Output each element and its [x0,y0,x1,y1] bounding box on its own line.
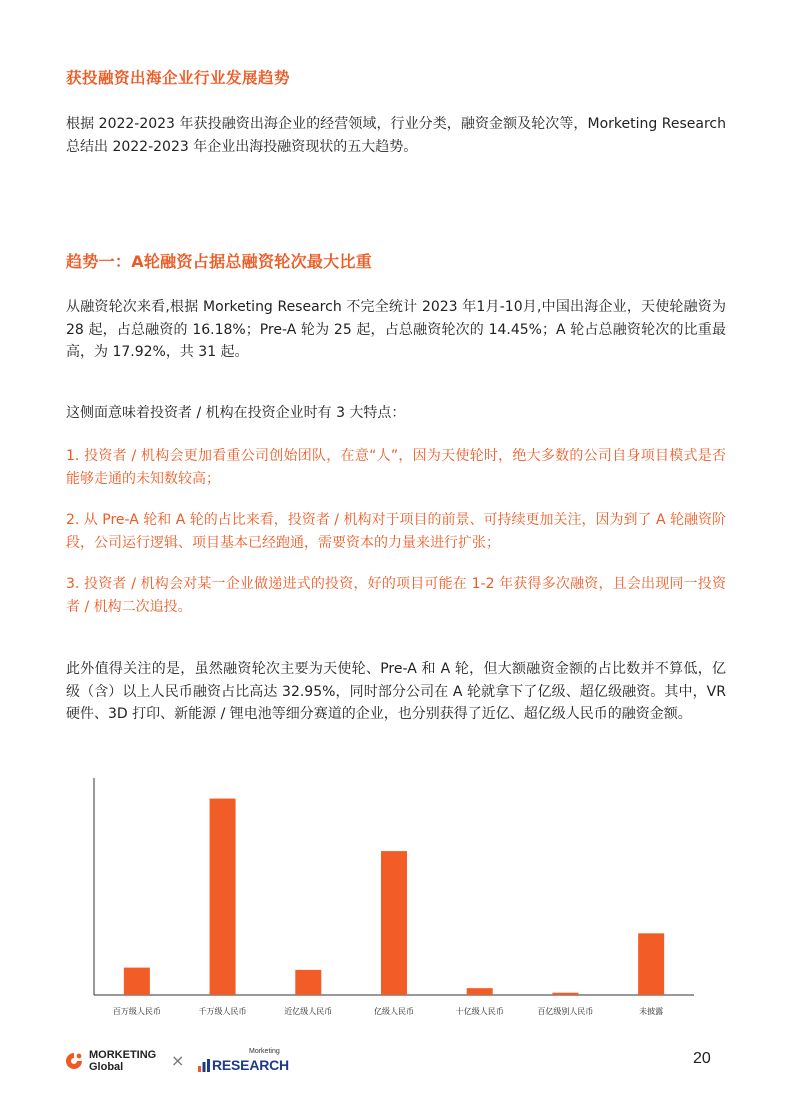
trend-paragraph: 从融资轮次来看,根据 Morketing Research 不完全统计 2023 年1月-10月,中国出海企业，天使轮融资为 28 起，占总融资的 16.18%；Pre-A 轮为 25 起，占总融资轮次的 14.45%；A 轮占总融资轮次的比重最高，为 17.92%，共 31 起。 [66,299,726,360]
logo-left-line2: Global [89,1061,124,1073]
closing-paragraph: 此外值得关注的是，虽然融资轮次主要为天使轮、Pre-A 和 A 轮，但大额融资金额的占比数并不算低，亿级（含）以上人民币融资占比高达 32.95%，同时部分公司在 A 轮就拿下了亿级、超亿级融资。其中，VR 硬件、3D 打印、新能源 / 锂电池等细分赛道的企业，也分别获得了近亿、超亿级人民币的融资金额。 [66,661,726,722]
bar-3 [381,851,407,995]
morketing-logo-icon [64,1051,84,1071]
trend-title: 趋势一：A轮融资占据总融资轮次最大比重 [66,252,373,271]
section-title: 获投融资出海企业行业发展趋势 [66,69,291,87]
x-tick-label-1: 千万级人民币 [198,1007,247,1016]
x-tick-label-6: 未披露 [639,1007,664,1016]
features-intro: 这侧面意味着投资者 / 机构在投资企业时有 3 大特点： [66,405,406,421]
bar-chart-svg [80,770,710,1025]
logo-right-big: RESEARCH [212,1057,289,1073]
bar-2 [295,970,321,995]
logo-left-line1: MORKETING [89,1049,157,1061]
bar-0 [124,968,150,995]
page-number: 20 [693,1050,711,1067]
bar-1 [210,799,236,995]
feature-item-1: 1. 投资者 / 机构会更加看重公司创始团队，在意“人”，因为天使轮时，绝大多数的公司自身项目模式是否能够走通的未知数较高； [66,448,726,487]
x-tick-label-2: 近亿级人民币 [284,1007,333,1016]
logo-separator: × [171,1051,185,1070]
logo-right-small: Morketing [249,1048,280,1055]
x-tick-label-4: 十亿级人民币 [455,1007,504,1016]
bars-icon [198,1059,212,1072]
feature-item-2: 2. 从 Pre-A 轮和 A 轮的占比来看，投资者 / 机构对于项目的前景、可持续更加关注，因为到了 A 轮融资阶段，公司运行逻辑、项目基本已经跑通，需要资本的力量来进行扩张； [66,512,726,551]
feature-item-3: 3. 投资者 / 机构会对某一企业做递进式的投资，好的项目可能在 1-2 年获得多次融资，且会出现同一投资者 / 机构二次追投。 [66,576,726,615]
x-tick-label-5: 百亿级别人民币 [537,1007,594,1016]
bar-6 [638,933,664,995]
intro-paragraph: 根据 2022-2023 年获投融资出海企业的经营领域，行业分类，融资金额及轮次等，Morketing Research 总结出 2022-2023 年企业出海投融资现状的五大趋势。 [66,116,726,155]
x-tick-label-3: 亿级人民币 [374,1007,414,1016]
funding-amount-bar-chart [80,770,710,1029]
bar-4 [467,988,493,995]
bar-5 [552,993,578,995]
x-tick-label-0: 百万级人民币 [112,1007,161,1016]
